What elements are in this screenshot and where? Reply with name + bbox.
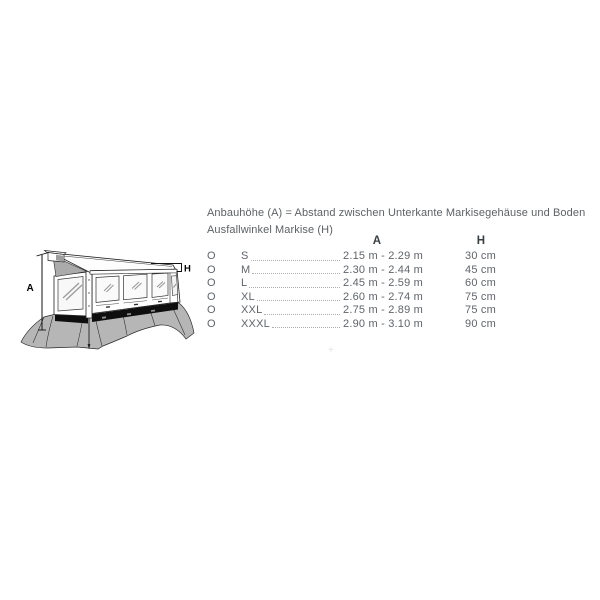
awning-left-side-panel bbox=[54, 272, 87, 316]
table-row bbox=[207, 304, 507, 318]
size-label: XXL bbox=[241, 304, 263, 316]
h-value: 90 cm bbox=[465, 317, 496, 330]
spec-description bbox=[207, 205, 589, 238]
side-window bbox=[58, 277, 83, 312]
a-range-value: 2.60 m - 2.74 m bbox=[343, 290, 424, 303]
a-range-value: 2.90 m - 3.10 m bbox=[343, 317, 424, 330]
dotted-leader bbox=[249, 287, 340, 288]
awning-cassette bbox=[45, 251, 67, 263]
option-marker: O bbox=[207, 250, 216, 262]
size-label: L bbox=[241, 277, 248, 289]
dotted-leader bbox=[257, 300, 340, 301]
table-row bbox=[207, 250, 507, 264]
column-header-h: H bbox=[476, 235, 486, 247]
size-label: M bbox=[241, 263, 251, 276]
size-label: XL bbox=[241, 290, 255, 303]
table-row bbox=[207, 277, 507, 291]
awning-diagram bbox=[10, 238, 205, 360]
table-row bbox=[207, 264, 507, 278]
a-range-value: 2.30 m - 2.44 m bbox=[343, 263, 424, 276]
h-value: 75 cm bbox=[465, 290, 496, 303]
dimension-h-label: H bbox=[184, 263, 191, 275]
a-range-value: 2.75 m - 2.89 m bbox=[343, 304, 424, 316]
dimension-a-label: A bbox=[26, 283, 34, 294]
description-line-2: Ausfallwinkel Markise (H) bbox=[207, 223, 333, 236]
a-range-value: 2.45 m - 2.59 m bbox=[343, 277, 424, 289]
option-marker: O bbox=[207, 317, 216, 330]
size-label: S bbox=[241, 250, 249, 262]
size-table bbox=[207, 250, 507, 331]
dotted-leader bbox=[272, 327, 340, 328]
faint-artifact-mark: + bbox=[328, 345, 334, 356]
option-marker: O bbox=[207, 290, 216, 303]
awning-roof bbox=[52, 253, 177, 277]
a-range-value: 2.15 m - 2.29 m bbox=[343, 250, 424, 262]
table-row bbox=[207, 318, 507, 332]
option-marker: O bbox=[207, 304, 216, 316]
size-label: XXXL bbox=[241, 317, 270, 330]
h-value: 30 cm bbox=[465, 250, 496, 262]
option-marker: O bbox=[207, 263, 216, 276]
option-marker: O bbox=[207, 277, 216, 289]
table-row bbox=[207, 291, 507, 305]
h-value: 60 cm bbox=[465, 277, 496, 289]
dotted-leader bbox=[252, 273, 340, 274]
description-line-1: Anbauhöhe (A) = Abstand zwischen Unterkante Markisegehäuse und Boden bbox=[207, 207, 586, 219]
dotted-leader bbox=[264, 314, 340, 315]
dotted-leader bbox=[251, 260, 340, 261]
h-value: 45 cm bbox=[465, 263, 496, 276]
h-value: 75 cm bbox=[465, 304, 496, 316]
column-header-a: A bbox=[372, 235, 382, 247]
